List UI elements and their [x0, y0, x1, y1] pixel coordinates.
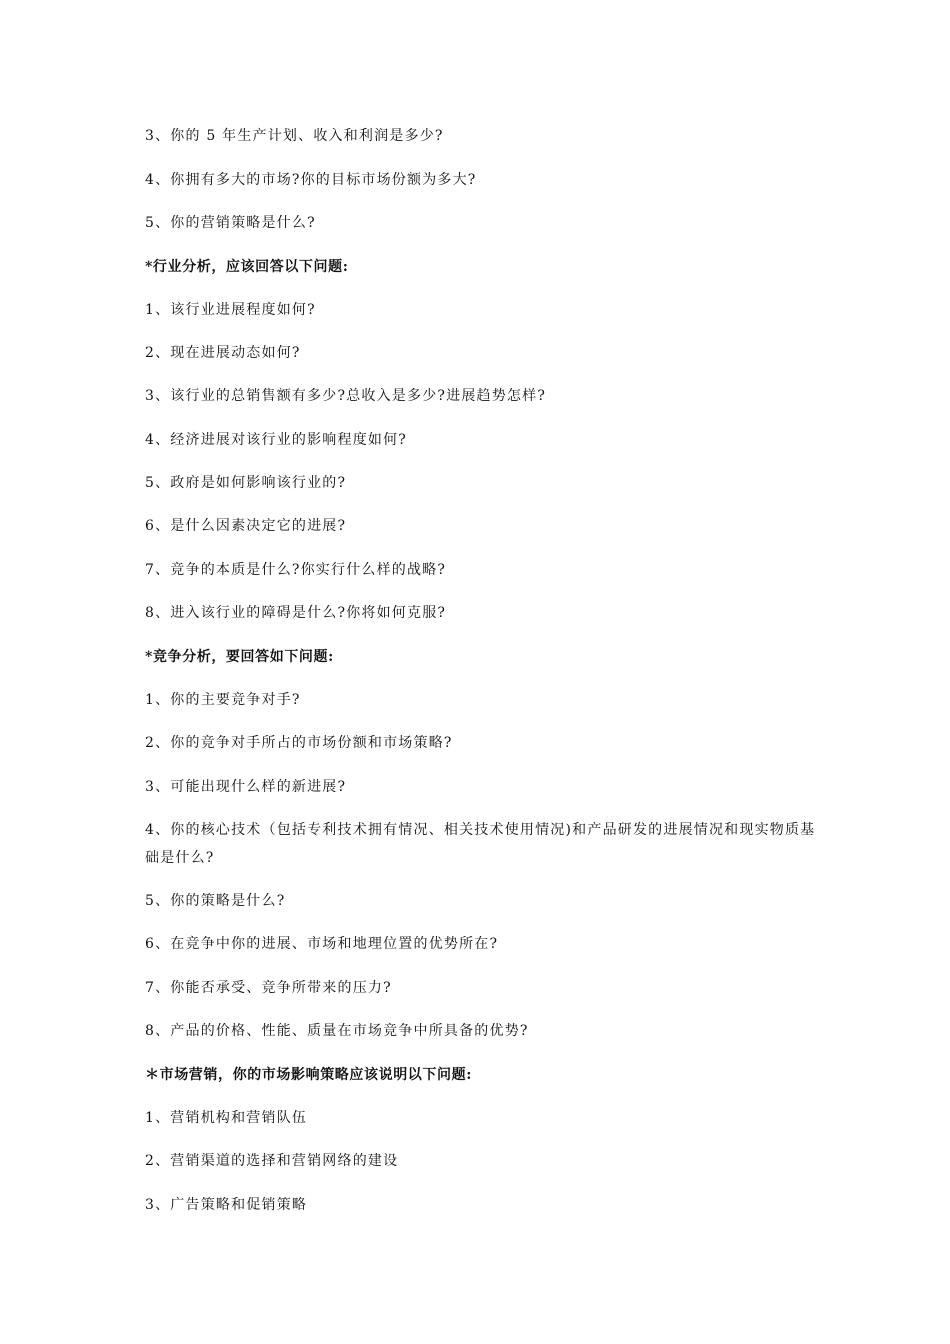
list-item: 4、经济进展对该行业的影响程度如何?: [145, 432, 408, 448]
list-item: 5、政府是如何影响该行业的?: [145, 475, 347, 491]
list-item: 7、竞争的本质是什么?你实行什么样的战略?: [145, 562, 447, 578]
list-item: 2、你的竞争对手所占的市场份额和市场策略?: [145, 735, 453, 751]
section-heading-marketing: ＊市场营销，你的市场影响策略应该说明以下问题:: [145, 1067, 472, 1083]
list-item: 1、营销机构和营销队伍: [145, 1110, 308, 1126]
list-item: 4、你的核心技术（包括专利技术拥有情况、相关技术使用情况)和产品研发的进展情况和现实物质基础是什么?: [145, 822, 816, 866]
list-item: 5、你的营销策略是什么?: [145, 215, 316, 231]
list-item: 2、营销渠道的选择和营销网络的建设: [145, 1153, 399, 1169]
list-item: 3、该行业的总销售额有多少?总收入是多少?进展趋势怎样?: [145, 388, 547, 404]
section-heading-competition-analysis: *竞争分析，要回答如下问题:: [145, 649, 334, 665]
list-item: 1、该行业进展程度如何?: [145, 302, 316, 318]
list-item: 7、你能否承受、竞争所带来的压力?: [145, 980, 392, 996]
list-item: 6、在竞争中你的进展、市场和地理位置的优势所在?: [145, 936, 499, 952]
list-item: 8、进入该行业的障碍是什么?你将如何克服?: [145, 605, 447, 621]
list-item: 3、可能出现什么样的新进展?: [145, 779, 347, 795]
list-item: 6、是什么因素决定它的进展?: [145, 518, 347, 534]
section-heading-industry-analysis: *行业分析，应该回答以下问题:: [145, 259, 349, 275]
list-item: 4、你拥有多大的市场?你的目标市场份额为多大?: [145, 172, 477, 188]
list-item: 1、你的主要竞争对手?: [145, 692, 301, 708]
list-item: 3、广告策略和促销策略: [145, 1197, 308, 1213]
list-item: 2、现在进展动态如何?: [145, 345, 301, 361]
list-item: 8、产品的价格、性能、质量在市场竞争中所具备的优势?: [145, 1023, 529, 1039]
list-item: 5、你的策略是什么?: [145, 893, 286, 909]
list-item: 3、你的 5 年生产计划、收入和利润是多少?: [145, 128, 444, 144]
